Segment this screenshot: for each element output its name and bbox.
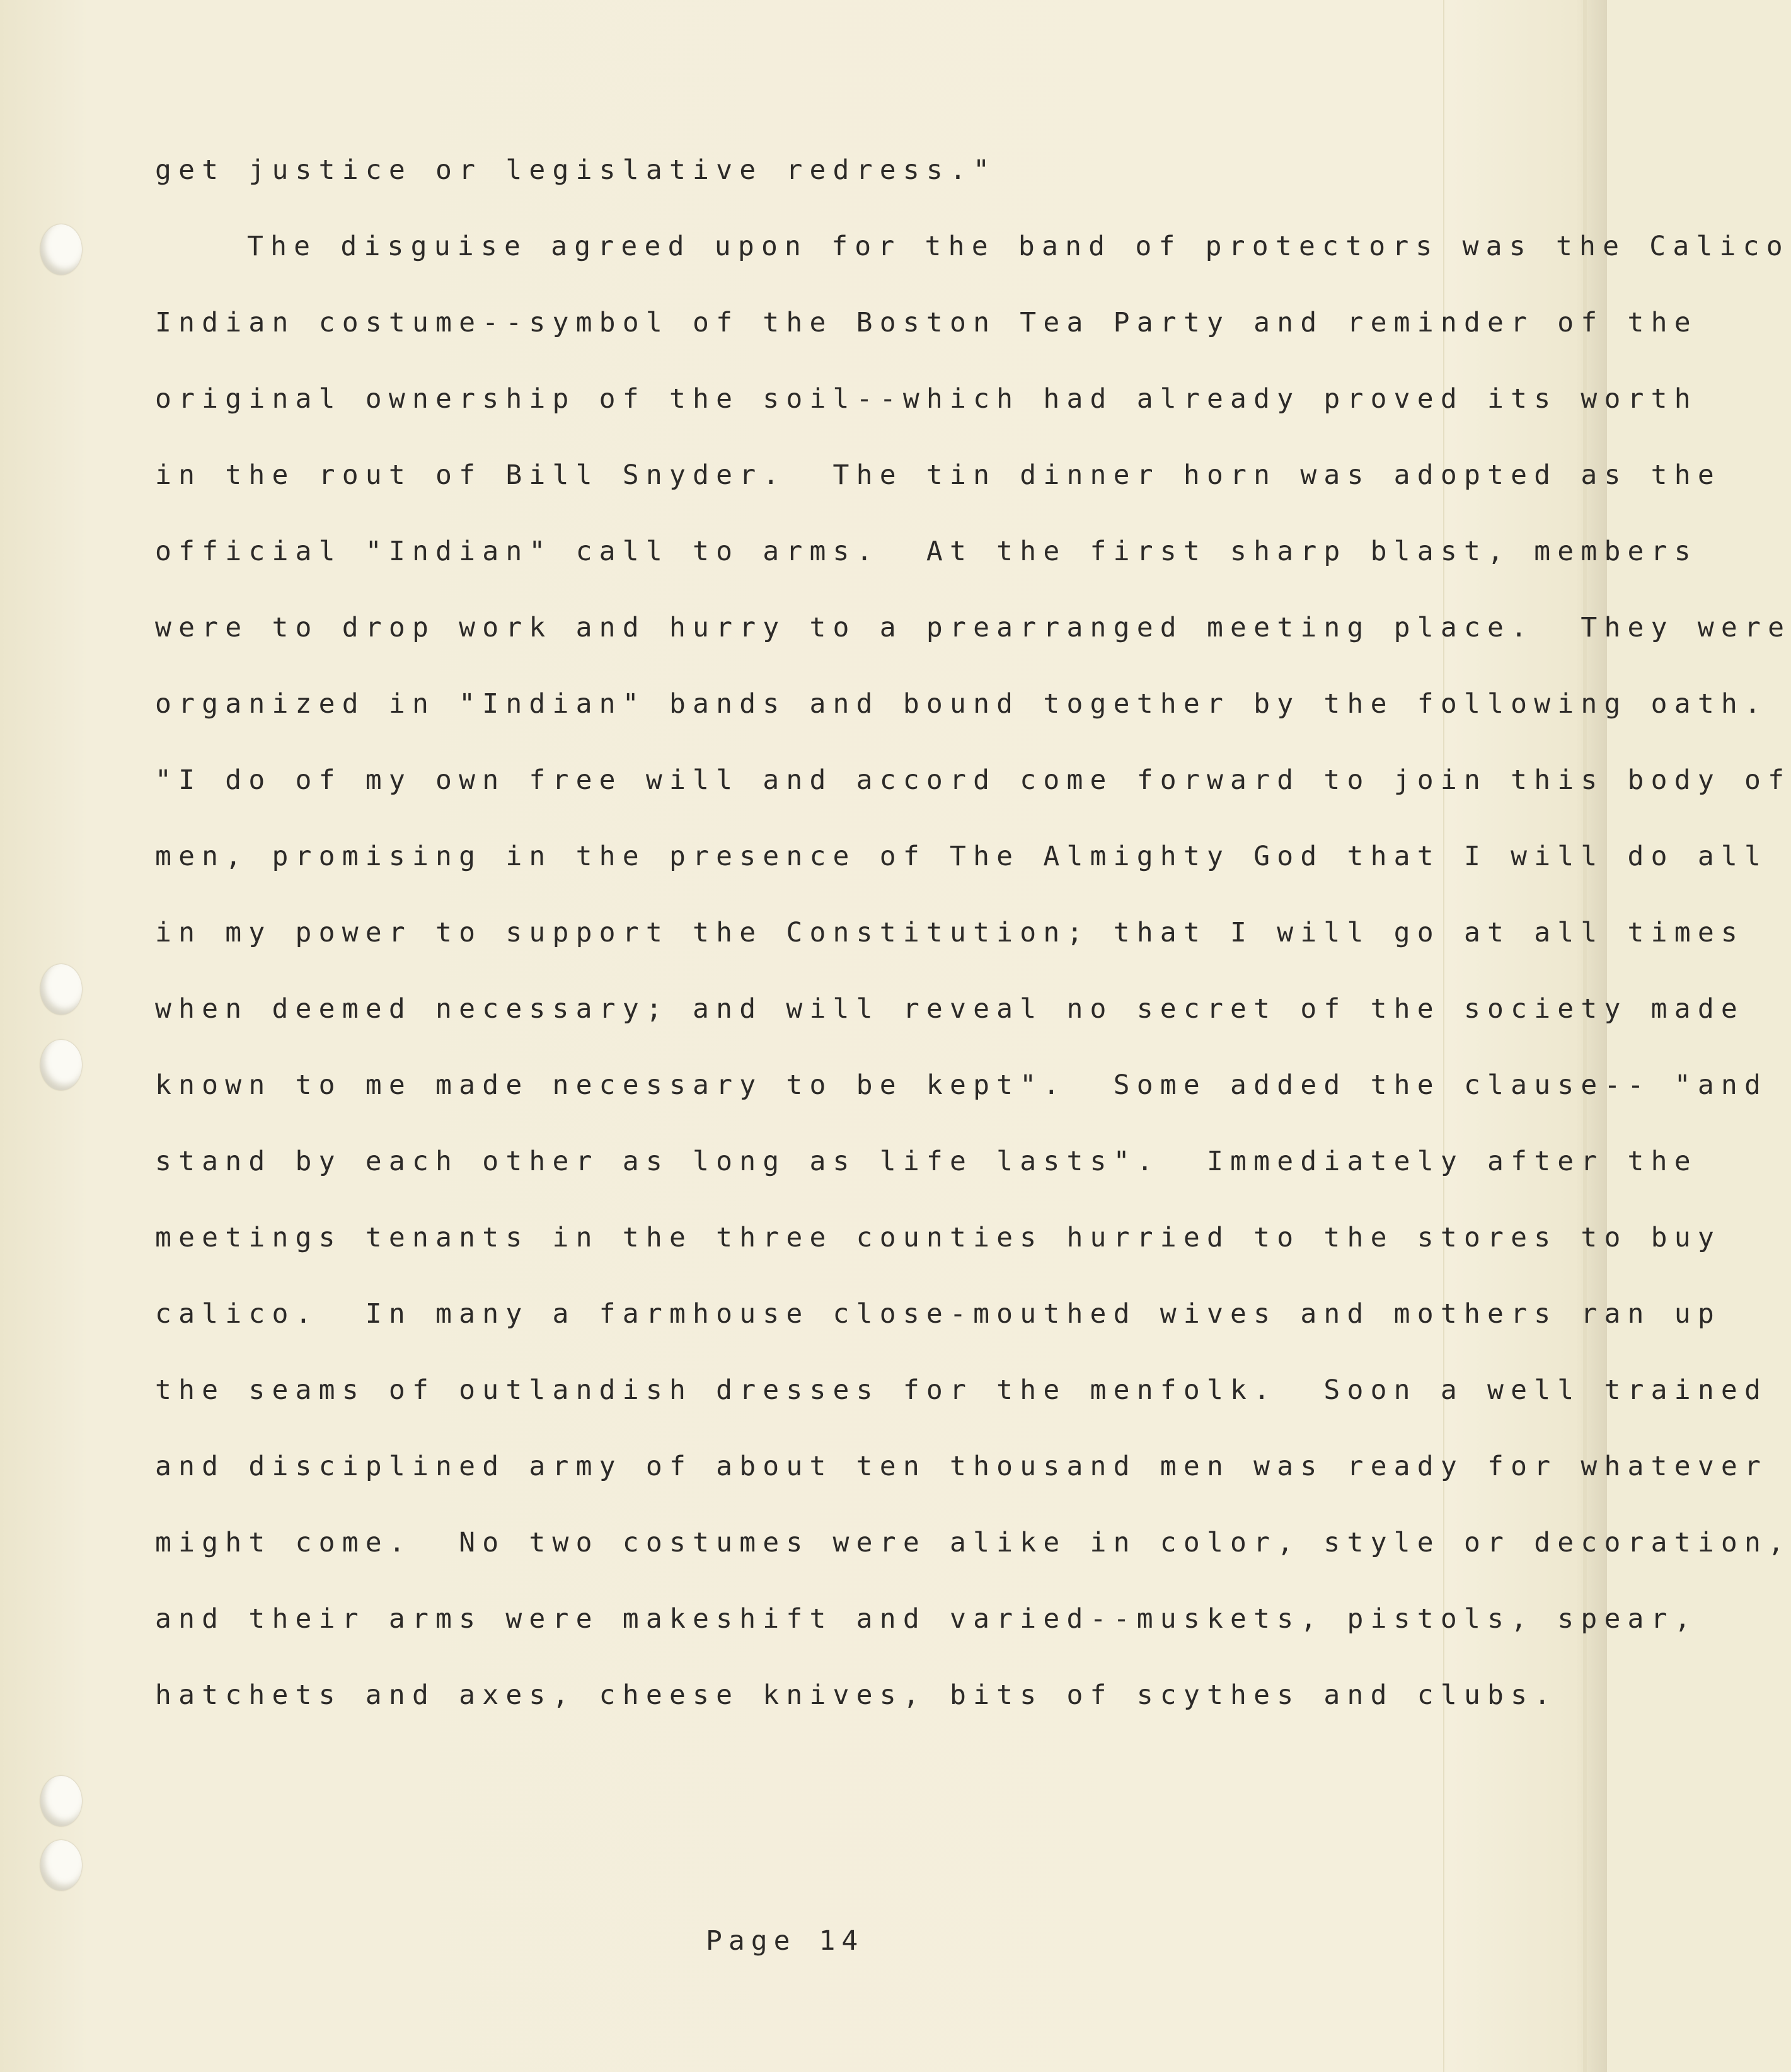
text-line: men, promising in the presence of The Almighty God that I will do all (155, 841, 1768, 872)
punch-hole-4 (40, 1776, 82, 1826)
page-number: Page 14 (706, 1925, 865, 1957)
text-line: stand by each other as long as life lasts". Immediately after the (155, 1146, 1698, 1177)
text-line: get justice or legislative redress." (155, 154, 997, 186)
text-line: the seams of outlandish dresses for the menfolk. Soon a well trained (155, 1374, 1768, 1406)
text-line: original ownership of the soil--which had already proved its worth (155, 383, 1698, 415)
text-line: hatchets and axes, cheese knives, bits of scythes and clubs. (155, 1679, 1558, 1711)
text-line: when deemed necessary; and will reveal no secret of the society made (155, 993, 1744, 1025)
text-line: and disciplined army of about ten thousand men was ready for whatever (155, 1451, 1768, 1482)
punch-hole-5 (40, 1840, 82, 1891)
punch-hole-1 (40, 224, 82, 275)
text-line: and their arms were makeshift and varied--muskets, pistols, spear, (155, 1603, 1698, 1635)
text-line: were to drop work and hurry to a prearranged meeting place. They were (155, 612, 1791, 643)
text-line: in the rout of Bill Snyder. The tin dinner horn was adopted as the (155, 459, 1721, 491)
text-line: The disguise agreed upon for the band of protectors was the Calico (247, 231, 1790, 262)
punch-hole-2 (40, 964, 82, 1015)
text-line: might come. No two costumes were alike in color, style or decoration, (155, 1527, 1791, 1558)
text-line: calico. In many a farmhouse close-mouthed wives and mothers ran up (155, 1298, 1721, 1330)
text-line: Indian costume--symbol of the Boston Tea Party and reminder of the (155, 307, 1698, 338)
text-line: known to me made necessary to be kept". Some added the clause-- "and (155, 1069, 1768, 1101)
text-line: meetings tenants in the three counties hurried to the stores to buy (155, 1222, 1721, 1253)
text-line: in my power to support the Constitution; that I will go at all times (155, 917, 1744, 948)
text-line: "I do of my own free will and accord come forward to join this body of (155, 764, 1791, 796)
punch-hole-3 (40, 1040, 82, 1090)
text-line: official "Indian" call to arms. At the first sharp blast, members (155, 536, 1698, 567)
text-line: organized in "Indian" bands and bound together by the following oath. (155, 688, 1768, 720)
